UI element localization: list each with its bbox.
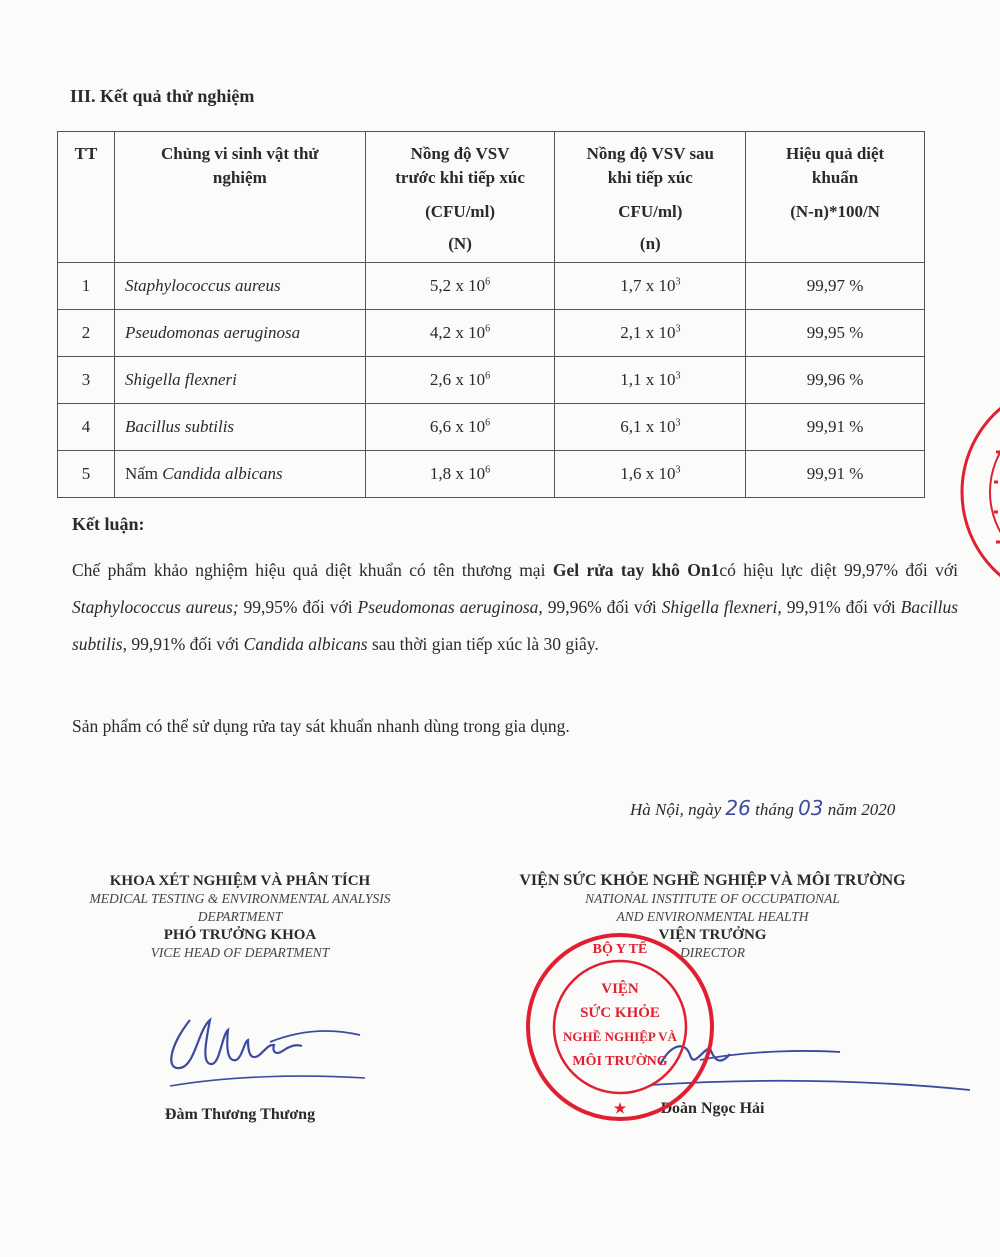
cell-tt: 5 (58, 451, 115, 498)
cell-efficacy: 99,91 % (746, 404, 925, 451)
cell-strain (114, 404, 365, 451)
header-efficacy-line1: Hiệu quả diệt (785, 144, 885, 163)
header-after-symbol: (n) (639, 234, 661, 253)
left-role-en: VICE HEAD OF DEPARTMENT (150, 945, 330, 960)
conclusion-title: Kết luận: (72, 514, 145, 534)
cell-tt: 1 (58, 263, 115, 310)
seal-line1: VIỆN (601, 981, 639, 997)
dateline-prefix: Hà Nội, ngày (630, 800, 726, 819)
cell-before-exponent: 6 (485, 417, 491, 429)
header-efficacy (746, 132, 925, 263)
cell-before-value: 1,8 x 10 (429, 464, 486, 483)
right-role-vi: VIỆN TRƯỞNG (658, 927, 767, 943)
header-strain-line1: Chủng vi sinh vật thử (161, 144, 319, 163)
dateline-day: 26 (725, 796, 751, 820)
cell-strain-name: Bacillus subtilis (124, 417, 235, 436)
table-header-row (58, 132, 925, 263)
cell-before (365, 263, 555, 310)
cell-before-value: 4,2 x 10 (429, 323, 486, 342)
product-name: Gel rửa tay khô On1 (552, 560, 720, 580)
cell-before-value: 5,2 x 10 (429, 276, 486, 295)
cell-before (365, 310, 555, 357)
dateline-year: năm 2020 (823, 800, 896, 819)
cell-strain-name: Staphylococcus aureus (124, 276, 281, 295)
cell-before-exponent: 6 (485, 464, 491, 476)
cell-efficacy: 99,95 % (746, 310, 925, 357)
section-title: III. Kết quả thử nghiệm (70, 86, 255, 106)
header-tt (58, 132, 115, 263)
table-row (58, 357, 925, 404)
results-table (57, 131, 925, 498)
left-dept-en-line1: MEDICAL TESTING & ENVIRONMENTAL ANALYSIS (89, 891, 391, 906)
left-signature-block (40, 872, 440, 962)
header-strain-line2: nghiệm (212, 168, 267, 187)
cell-before (365, 357, 555, 404)
partial-seal-icon (952, 392, 1000, 592)
cell-strain (114, 451, 365, 498)
cell-after-exponent: 3 (675, 323, 681, 335)
cell-strain-name: Pseudomonas aeruginosa (124, 323, 301, 342)
header-before-symbol: (N) (448, 234, 472, 253)
cell-efficacy: 99,96 % (746, 357, 925, 404)
strain-name: Bacillus subtilis, (72, 597, 959, 654)
cell-before (365, 404, 555, 451)
header-before (365, 132, 555, 263)
cell-efficacy: 99,97 % (746, 263, 925, 310)
cell-after-exponent: 3 (675, 370, 681, 382)
table-row (58, 263, 925, 310)
cell-before-exponent: 6 (485, 323, 491, 335)
cell-after-value: 1,7 x 10 (620, 276, 676, 295)
cell-after-exponent: 3 (675, 417, 681, 429)
cell-after (555, 310, 746, 357)
conclusion-text: Chế phẩm khảo nghiệm hiệu quả diệt khuẩn có tên thương mại (72, 560, 553, 580)
cell-after-value: 2,1 x 10 (620, 323, 676, 342)
strain-name: Staphylococcus aureus; (72, 597, 239, 617)
header-after-line2: khi tiếp xúc (607, 168, 693, 187)
conclusion-text: 99,91% đối với (126, 634, 244, 654)
seal-line3: NGHỀ NGHIỆP VÀ (563, 1029, 677, 1044)
cell-strain (114, 310, 365, 357)
cell-after (555, 263, 746, 310)
strain-name: Shigella flexneri, (661, 597, 782, 617)
cell-after (555, 357, 746, 404)
cell-tt: 2 (58, 310, 115, 357)
cell-strain-name: Candida albicans (162, 464, 283, 483)
table-row (58, 404, 925, 451)
cell-after-value: 1,6 x 10 (620, 464, 676, 483)
right-inst-vi: VIỆN SỨC KHỎE NGHỀ NGHIỆP VÀ MÔI TRƯỜNG (519, 872, 906, 889)
cell-before-exponent: 6 (485, 370, 491, 382)
cell-before-value: 2,6 x 10 (429, 370, 486, 389)
right-signer-name: Đoàn Ngọc Hải (660, 1100, 765, 1117)
seal-line2: SỨC KHỎE (580, 1005, 660, 1021)
cell-after-exponent: 3 (675, 276, 681, 288)
conclusion-text: 99,91% đối với (781, 597, 901, 617)
seal-line4: MÔI TRƯỜNG (572, 1054, 668, 1069)
cell-strain (114, 263, 365, 310)
left-role-vi: PHÓ TRƯỞNG KHOA (163, 927, 317, 943)
cell-efficacy: 99,91 % (746, 451, 925, 498)
conclusion-text: 99,95% đối với (238, 597, 358, 617)
official-seal-icon (520, 927, 720, 1127)
conclusion-text: có hiệu lực diệt 99,97% đối với (719, 560, 958, 580)
header-after-unit: CFU/ml) (618, 202, 683, 221)
cell-strain-prefix: Nấm (124, 464, 163, 483)
left-dept-en-line2: DEPARTMENT (197, 909, 283, 924)
dateline-month-label: tháng (750, 800, 799, 819)
table-row (58, 310, 925, 357)
svg-text:★: ★ (613, 1102, 627, 1117)
usage-paragraph: Sản phẩm có thể sử dụng rửa tay sát khuẩn nhanh dùng trong gia dụng. (72, 716, 570, 736)
dateline-month: 03 (798, 796, 824, 820)
cell-tt: 4 (58, 404, 115, 451)
cell-strain (114, 357, 365, 404)
conclusion-text: sau thời gian tiếp xúc là 30 giây. (367, 634, 599, 654)
cell-tt: 3 (58, 357, 115, 404)
cell-after (555, 404, 746, 451)
right-inst-en-line1: NATIONAL INSTITUTE OF OCCUPATIONAL (585, 891, 840, 906)
right-role-en: DIRECTOR (679, 945, 745, 960)
left-signature-icon (150, 990, 380, 1100)
header-before-unit: (CFU/ml) (425, 202, 495, 221)
cell-before-exponent: 6 (485, 276, 491, 288)
table-row (58, 451, 925, 498)
cell-before (365, 451, 555, 498)
header-efficacy-formula: (N-n)*100/N (790, 202, 880, 221)
header-strain (114, 132, 365, 263)
left-signer-name: Đàm Thương Thương (164, 1106, 316, 1123)
strain-name: Candida albicans (243, 634, 368, 654)
dateline (630, 796, 895, 820)
cell-after-exponent: 3 (675, 464, 681, 476)
header-efficacy-line2: khuẩn (811, 168, 859, 187)
conclusion-text: 99,96% đối với (542, 597, 662, 617)
conclusion-paragraph (72, 552, 958, 663)
header-before-line2: trước khi tiếp xúc (395, 168, 525, 187)
header-after-line1: Nồng độ VSV sau (586, 144, 715, 163)
header-after (555, 132, 746, 263)
cell-before-value: 6,6 x 10 (429, 417, 486, 436)
header-before-line1: Nồng độ VSV (410, 144, 510, 163)
cell-after (555, 451, 746, 498)
cell-after-value: 6,1 x 10 (620, 417, 676, 436)
header-tt-label: TT (74, 144, 98, 163)
cell-after-value: 1,1 x 10 (620, 370, 676, 389)
cell-strain-name: Shigella flexneri (124, 370, 237, 389)
seal-ring-text: BỘ Y TẾ (592, 942, 648, 957)
left-dept-vi: KHOA XÉT NGHIỆM VÀ PHÂN TÍCH (109, 873, 371, 889)
right-inst-en-line2: AND ENVIRONMENTAL HEALTH (616, 909, 809, 924)
strain-name: Pseudomonas aeruginosa, (357, 597, 543, 617)
